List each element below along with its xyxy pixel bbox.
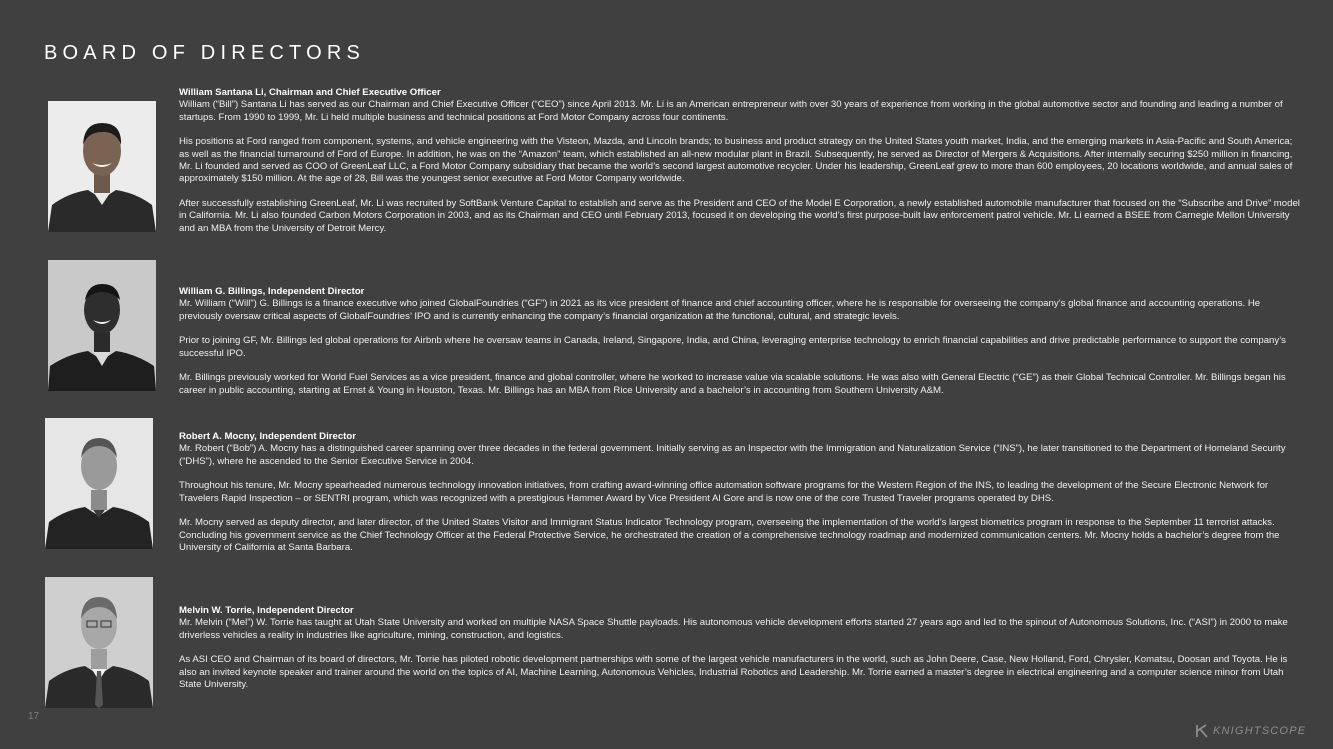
bio-paragraph: Throughout his tenure, Mr. Mocny spearheaded numerous technology innovation initiatives, from crafting award-winning office automation software programs for the Western Region of the INS, to leading the development of the Secure Electronic Network for Travelers Rapid Inspection – or SENTRI program, which was recognized with a prestigious Hammer Award by Vice President Al Gore and is now one of the core Trusted Traveler programs operated by DHS. (179, 480, 1269, 504)
portrait-icon (45, 418, 153, 549)
director-photo-billings (48, 260, 156, 391)
director-bio-li (179, 87, 1304, 235)
page-title: BOARD OF DIRECTORS (44, 42, 366, 64)
director-bio-mocny (179, 431, 1304, 554)
bio-paragraph: Prior to joining GF, Mr. Billings led global operations for Airbnb where he oversaw teams in Canada, Ireland, Singapore, India, and China, leveraging enterprise technology to enrich financial capabilities and drive predictable performance to support the company’s successful IPO. (179, 335, 1286, 359)
bio-paragraph: Mr. Billings previously worked for World Fuel Services as a vice president, finance and global controller, where he worked to increase value via scalable solutions. He was also with General Electric (“GE”) as their Global Technical Controller. Mr. Billings began his career in public accounting, starting at Ernst & Young in Houston, Texas. Mr. Billings has an MBA from Rice University and a bachelor’s in accounting from Southern University A&M. (179, 372, 1286, 396)
director-name: Robert A. Mocny, Independent Director (179, 431, 356, 442)
director-photo-mocny (45, 418, 153, 549)
logo-text: KNIGHTSCOPE (1213, 725, 1307, 737)
bio-paragraph: As ASI CEO and Chairman of its board of directors, Mr. Torrie has piloted robotic development partnerships with some of the largest vehicle manufacturers in the world, such as John Deere, Case, New Holland, Ford, Chrysler, Komatsu, Doosan and Toyota. He is also an invited keynote speaker and trainer around the world on the topics of AI, Machine Learning, Autonomous Vehicles, Industrial Robotics and Leadership. Mr. Torrie earned a master’s degree in electrical engineering and a computer science minor from Utah State University. (179, 654, 1288, 691)
bio-paragraph: His positions at Ford ranged from component, systems, and vehicle engineering with the Visteon, Mazda, and Lincoln brands; to business and product strategy on the United States youth market, India, and the emerging markets in Asia-Pacific and South America; as well as the financial turnaround of Ford of Europe. In addition, he was on the “Amazon” team, which established an all-new modular plant in Brazil. Subsequently, he served as Director of Mergers & Acquisitions. After internally securing $250 million in financing, Mr. Li founded and served as COO of GreenLeaf LLC, a Ford Motor Company subsidiary that became the world’s second largest automotive recycler. Under his leadership, GreenLeaf grew to more than 600 employees, 20 locations worldwide, and annual sales of approximately $150 million. At the age of 28, Bill was the youngest senior executive at Ford Motor Company worldwide. (179, 136, 1293, 185)
director-name: Melvin W. Torrie, Independent Director (179, 605, 354, 616)
director-name: William Santana Li, Chairman and Chief Executive Officer (179, 87, 441, 98)
bio-paragraph: After successfully establishing GreenLeaf, Mr. Li was recruited by SoftBank Venture Capital to establish and serve as the President and CEO of the Model E Corporation, a newly established automobile manufacturer that focused on the “Subscribe and Drive” model in California. Mr. Li also founded Carbon Motors Corporation in 2003, and as its Chairman and CEO until February 2013, focused it on developing the world’s first purpose-built law enforcement patrol vehicle. Mr. Li earned a BSEE from Carnegie Mellon University and an MBA from the University of Detroit Mercy. (179, 198, 1300, 234)
bio-paragraph: Mr. William (“Will”) G. Billings is a finance executive who joined GlobalFoundries (“GF”) in 2021 as its vice president of finance and chief accounting officer, where he is responsible for overseeing the company’s global finance and accounting operations. He previously oversaw critical aspects of GlobalFoundries’ IPO and is currently enhancing the company’s financial organization at the functional, cultural, and strategic levels. (179, 298, 1261, 322)
bio-paragraph: Mr. Robert (“Bob”) A. Mocny has a distinguished career spanning over three decades in the federal government. Initially serving as an Inspector with the Immigration and Naturalization Service (“INS”), he later transitioned to the Department of Homeland Security (“DHS”), where he ascended to the Senior Executive Service in 2004. (179, 443, 1286, 467)
director-photo-li (48, 101, 156, 232)
portrait-icon (48, 101, 156, 232)
director-bio-billings (179, 286, 1304, 397)
portrait-icon (45, 577, 153, 708)
bio-paragraph: Mr. Melvin (“Mel”) W. Torrie has taught at Utah State University and worked on multiple NASA Space Shuttle payloads. His autonomous vehicle development efforts started 27 years ago and led to the spinout of Autonomous Solutions, Inc. (“ASI”) in 2000 to make driverless vehicles a reality in industries like agriculture, mining, construction, and logistics. (179, 617, 1288, 641)
page-number: 17 (28, 711, 40, 722)
director-photo-torrie (45, 577, 153, 708)
director-name: William G. Billings, Independent Director (179, 286, 365, 297)
bio-paragraph: Mr. Mocny served as deputy director, and later director, of the United States Visitor and Immigrant Status Indicator Technology program, overseeing the implementation of the world’s largest biometrics program in response to the September 11 terrorist attacks. Concluding his government service as the Chief Technology Officer at the Federal Protective Service, he orchestrated the creation of a comprehensive technology roadmap and modernized communication centers. Mr. Mocny holds a bachelor’s degree from the University of California at Santa Barbara. (179, 517, 1280, 554)
knightscope-logo-icon (1195, 724, 1209, 738)
portrait-icon (48, 260, 156, 391)
company-logo (1195, 724, 1306, 738)
director-bio-torrie (179, 605, 1304, 691)
bio-paragraph: William (“Bill”) Santana Li has served as our Chairman and Chief Executive Officer (“CEO”) since April 2013. Mr. Li is an American entrepreneur with over 30 years of experience from working in the global automotive sector and founding and leading a number of startups. From 1990 to 1999, Mr. Li held multiple business and technical positions at Ford Motor Company across four continents. (179, 99, 1283, 123)
